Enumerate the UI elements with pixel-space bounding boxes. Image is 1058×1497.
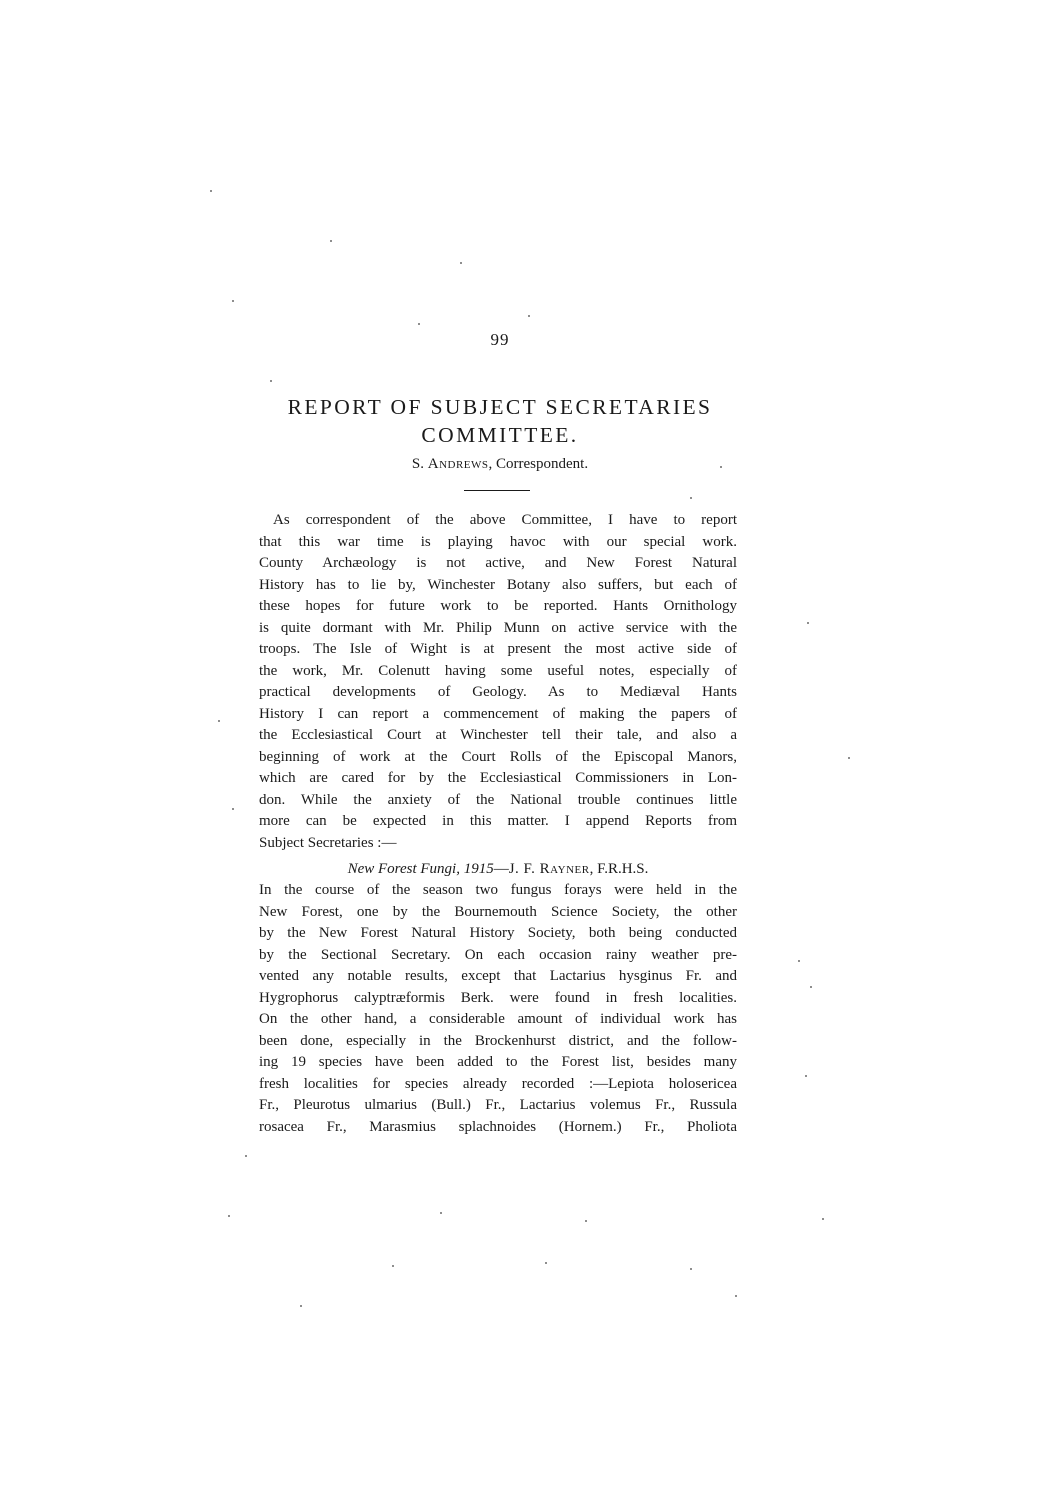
text-line: Subject Secretaries :— [259,834,397,851]
scan-speck [545,1262,547,1264]
scan-speck [690,1268,692,1270]
scan-speck [735,1295,737,1297]
text-line: History has to lie by, Winchester Botany also suffers, but each of [259,576,737,593]
text-line: ing 19 species have been added to the Forest list, besides many [259,1054,737,1070]
fungi-paragraph [259,880,737,1138]
heading-dash: — [493,861,509,877]
fungi-report-author-suffix: , F.R.H.S. [589,861,649,877]
text-line: In the course of the season two fungus forays were held in the [259,882,737,898]
scan-speck [528,315,530,317]
text-line: rosacea Fr., Marasmius splachnoides (Hornem.) Fr., Pholiota [259,1118,737,1135]
correspondent-role: , Correspondent. [488,456,589,472]
text-line: History I can report a commencement of making the papers of [259,705,737,722]
scan-speck [805,1075,807,1077]
scan-speck [585,1220,587,1222]
scan-speck [330,240,332,242]
text-line: the Ecclesiastical Court at Winchester tell their tale, and also a [259,727,737,743]
scan-speck [822,1218,824,1220]
scan-speck [392,1265,394,1267]
text-line: As correspondent of the above Committee, I have to report [273,512,737,528]
fungi-report-title: New Forest Fungi, 1915 [347,861,494,877]
scan-speck [440,1212,442,1214]
scan-speck [300,1305,302,1307]
text-line: is quite dormant with Mr. Philip Munn on active service with the [259,619,737,636]
scan-speck [798,960,800,962]
scan-speck [218,720,220,722]
report-body [259,510,737,1138]
correspondent-initial: S. [411,456,428,472]
scan-speck [810,986,812,988]
scan-speck [690,497,692,499]
scan-speck [807,622,809,624]
scan-speck [245,1155,247,1157]
text-line: the work, Mr. Colenutt having some useful notes, especially of [259,662,737,679]
text-line: which are cared for by the Ecclesiastical Commissioners in Lon- [259,770,737,786]
text-line: these hopes for future work to be reported. Hants Ornithology [259,598,737,614]
text-line: troops. The Isle of Wight is at present the most active side of [259,641,737,657]
text-line: County Archæology is not active, and New Forest Natural [259,555,737,571]
text-line: by the Sectional Secretary. On each occasion rainy weather pre- [259,946,737,963]
report-title [255,393,745,449]
fungi-report-heading [259,858,737,880]
scan-speck [418,323,420,325]
scan-speck [460,262,462,264]
section-divider [464,490,530,491]
text-line: beginning of work at the Court Rolls of the Episcopal Manors, [259,748,737,765]
text-line: by the New Forest Natural History Society, both being conducted [259,925,737,941]
scan-speck [270,380,272,382]
scan-speck [848,757,850,759]
text-line: practical developments of Geology. As to Mediæval Hants [259,684,737,700]
page-number: 99 [490,330,510,349]
report-title-line-2: COMMITTEE. [421,423,579,447]
text-line: don. While the anxiety of the National trouble continues little [259,791,737,808]
text-line: New Forest, one by the Bournemouth Science Society, the other [259,903,737,920]
text-line: Hygrophorus calyptræformis Berk. were found in fresh localities. [259,989,737,1006]
text-line: more can be expected in this matter. I append Reports from [259,813,737,829]
correspondent-surname: Andrews [427,456,489,472]
text-line: been done, especially in the Brockenhurst district, and the follow- [259,1032,737,1049]
text-line: that this war time is playing havoc with our special work. [259,533,737,550]
scan-speck [228,1215,230,1217]
text-line: vented any notable results, except that Lactarius hysginus Fr. and [259,968,737,984]
text-line: On the other hand, a considerable amount of individual work has [259,1011,737,1027]
fungi-report-author: J. F. Rayner [508,861,590,877]
correspondent-line [255,456,745,473]
scan-speck [720,466,722,468]
scan-speck [232,300,234,302]
scan-speck [210,190,212,192]
report-title-line-1: REPORT OF SUBJECT SECRETARIES [287,395,713,419]
text-line: fresh localities for species already recorded :—Lepiota holosericea [259,1075,737,1092]
intro-paragraph [259,510,737,854]
scan-speck [232,808,234,810]
text-line: Fr., Pleurotus ulmarius (Bull.) Fr., Lactarius volemus Fr., Russula [259,1097,737,1113]
